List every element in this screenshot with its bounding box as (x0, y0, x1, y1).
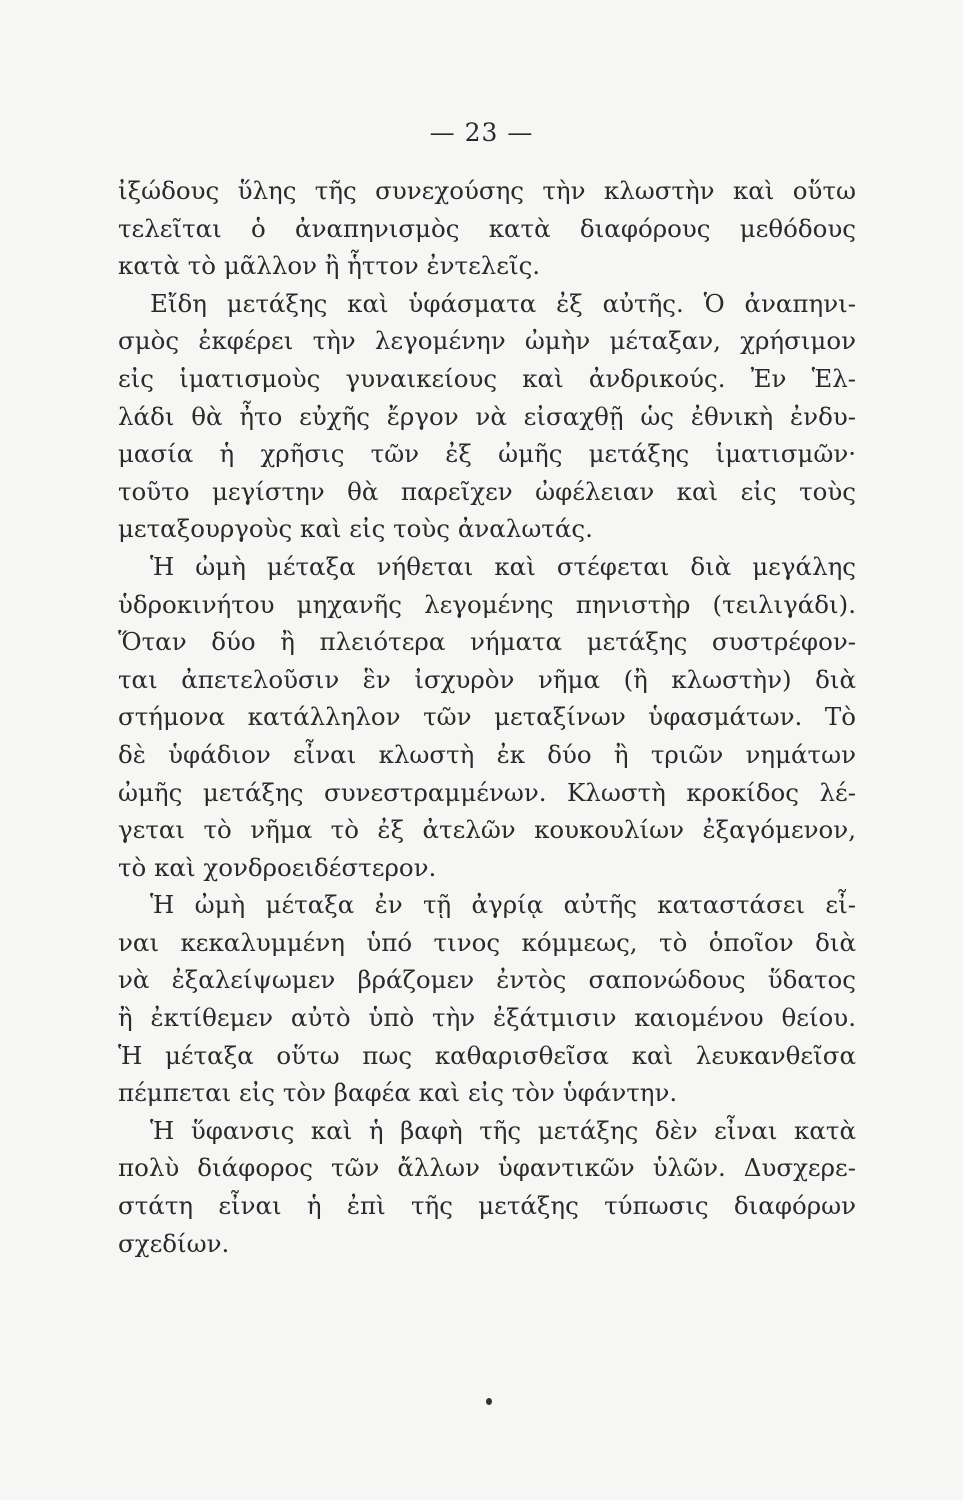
text-line: σχεδίων. (118, 1228, 230, 1258)
text-line: δὲ ὑφάδιον εἶναι κλωστὴ ἐκ δύο ἢ τριῶν νημάτων (118, 739, 856, 769)
text-line: τὸ καὶ χονδροειδέστερον. (118, 852, 437, 882)
ink-dot (486, 1398, 492, 1405)
text-line: Ἡ ὠμὴ μέταξα νήθεται καὶ στέφεται διὰ μεγάλης (150, 551, 856, 581)
page-number: — 23 — (429, 118, 534, 147)
text-line: Ὅταν δύο ἢ πλειότερα νήματα μετάξης συστρέφον- (118, 627, 856, 657)
text-line: Ἡ ὕφανσις καὶ ἡ βαφὴ τῆς μετάξης δὲν εἶναι κατὰ (150, 1115, 856, 1145)
text-line: ται ἀπετελοῦσιν ἓν ἰσχυρὸν νῆμα (ἢ κλωστὴν) διὰ (118, 664, 856, 694)
body-text (118, 172, 856, 1262)
text-line: ὑδροκινήτου μηχανῆς λεγομένης πηνιστὴρ (τειλιγάδι). (118, 589, 856, 619)
text-line: τελεῖται ὁ ἀναπηνισμὸς κατὰ διαφόρους μεθόδους (118, 213, 856, 243)
text-line: νὰ ἐξαλείψωμεν βράζομεν ἐντὸς σαπονώδους ὕδατος (118, 965, 856, 995)
text-line: στήμονα κατάλληλον τῶν μεταξίνων ὑφασμάτων. Τὸ (118, 702, 856, 732)
text-line: γεται τὸ νῆμα τὸ ἐξ ἀτελῶν κουκουλίων ἐξαγόμενον, (118, 815, 856, 845)
text-line: μεταξουργοὺς καὶ εἰς τοὺς ἀναλωτάς. (118, 514, 593, 544)
text-line: Ἡ μέταξα οὕτω πως καθαρισθεῖσα καὶ λευκανθεῖσα (118, 1040, 856, 1070)
text-line: στάτη εἶναι ἡ ἐπὶ τῆς μετάξης τύπωσις διαφόρων (118, 1191, 856, 1221)
text-line: λάδι θὰ ἦτο εὐχῆς ἔργον νὰ εἰσαχθῇ ὡς ἐθνικὴ ἐνδυ- (118, 401, 856, 431)
text-line: πέμπεται εἰς τὸν βαφέα καὶ εἰς τὸν ὑφάντην. (118, 1078, 678, 1108)
text-line: ναι κεκαλυμμένη ὑπό τινος κόμμεως, τὸ ὁποῖον διὰ (118, 927, 856, 957)
text-line: Εἴδη μετάξης καὶ ὑφάσματα ἐξ αὐτῆς. Ὁ ἀναπηνι- (150, 288, 856, 318)
text-line: πολὺ διάφορος τῶν ἄλλων ὑφαντικῶν ὑλῶν. Δυσχερε- (118, 1153, 856, 1183)
text-line: ἢ ἐκτίθεμεν αὐτὸ ὑπὸ τὴν ἐξάτμισιν καιομένου θείου. (118, 1003, 856, 1033)
text-line: σμὸς ἐκφέρει τὴν λεγομένην ὠμὴν μέταξαν, χρήσιμον (118, 326, 856, 356)
text-line: μασία ἡ χρῆσις τῶν ἐξ ὠμῆς μετάξης ἱματισμῶν· (118, 439, 856, 469)
text-line: εἰς ἱματισμοὺς γυναικείους καὶ ἀνδρικούς. Ἐν Ἑλ- (118, 363, 856, 393)
text-line: ὠμῆς μετάξης συνεστραμμένων. Κλωστὴ κροκίδος λέ- (118, 777, 856, 807)
text-line: τοῦτο μεγίστην θὰ παρεῖχεν ὠφέλειαν καὶ εἰς τοὺς (118, 476, 856, 506)
text-line: ἰξώδους ὕλης τῆς συνεχούσης τὴν κλωστὴν καὶ οὕτω (118, 176, 856, 205)
text-line: Ἡ ὠμὴ μέταξα ἐν τῇ ἀγρίᾳ αὐτῆς καταστάσει εἶ- (150, 890, 856, 920)
text-line: κατὰ τὸ μᾶλλον ἢ ἧττον ἐντελεῖς. (118, 251, 541, 281)
